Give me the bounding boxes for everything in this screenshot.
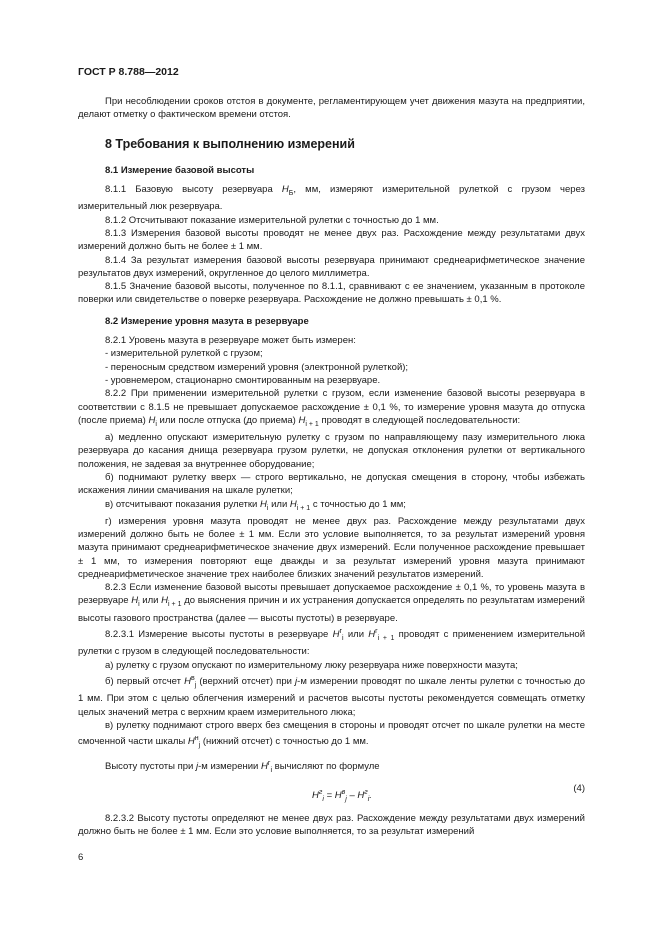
paragraph-8-1-4: 8.1.4 За результат измерения базовой высоты резервуара принимают среднеарифметическое значение результатов двух измерений, округленное до целого миллиметра. — [78, 254, 585, 279]
paragraph-8-1-2: 8.1.2 Отсчитывают показание измерительной рулетки с точностью до 1 мм. — [105, 214, 439, 226]
page-header: ГОСТ Р 8.788—2012 — [78, 66, 179, 78]
paragraph-8-1-3: 8.1.3 Измерения базовой высоты проводят не менее двух раз. Расхождение между результатами двух измерений должно быть не более ± 1 мм. — [78, 227, 585, 253]
paragraph-8-2-3-1: 8.2.3.1 Измерение высоты пустоты в резервуаре $H^г_i$ или $H^г_{i + 1}$ проводят с применением измерительной рулетки с грузом в следующей последовательности: — [78, 627, 585, 658]
step-v: в) отсчитывают показания рулетки $H_i$ или $H_{i + 1}$ с точностью до 1 мм; — [105, 498, 406, 512]
paragraph-8-2-3: 8.2.3 Если изменение базовой высоты превышает допускаемое расхождение ± 0,1 %, то уровень мазута в резервуаре $H_i$ или $H_{i + 1}$ до выяснения причин и их устранения допускается определять по результатам измерений высоты газового пространства (далее — высоты пустоты) в резервуаре. — [78, 582, 585, 624]
list-item: - измерительной рулеткой с грузом; — [105, 348, 263, 360]
section-8-1-heading: 8.1 Измерение базовой высоты — [105, 164, 255, 176]
formula-number: (4) — [573, 782, 585, 794]
section-8-heading: 8 Требования к выполнению измерений — [105, 136, 355, 151]
list-item: - переносным средством измерений уровня (электронной рулеткой); — [105, 361, 409, 373]
formula-intro: Высоту пустоты при j-м измерении $H^г_i$ вычисляют по формуле — [105, 760, 380, 775]
step-a: а) медленно опускают измерительную рулетку с грузом по направляющему пазу измерительного люка резервуара до касания днища резервуара грузом рулетки, не допуская отклонения рулетки от вертикального положения, не задевая за внутреннее оборудование; — [78, 432, 585, 470]
list-item: - уровнемером, стационарно смонтированным на резервуаре. — [105, 374, 381, 386]
step-b: б) поднимают рулетку вверх — строго вертикально, не допуская смещения в сторону, чтобы избежать искажения линии смачивания на шкале рулетки; — [78, 471, 585, 497]
formula-4 — [78, 782, 585, 804]
paragraph-8-2-1: 8.2.1 Уровень мазута в резервуаре может быть измерен: — [105, 335, 356, 347]
step-v2: в) рулетку поднимают строго вверх без смещения в стороны и проводят отсчет по шкале рулетки на месте смоченной части шкалы $H^н_j$ (нижний отсчет) с точностью до 1 мм. — [78, 719, 585, 750]
formula-expression: $H^г_i = H^в_j - H^г_i$. — [312, 788, 372, 803]
step-g: г) измерения уровня мазута проводят не менее двух раз. Расхождение между результатами двух измерений должно быть не более ± 1 мм. Если это условие выполняется, то за результат измерений уровня мазута принимают среднеарифметическое значение двух измерений. Если полученное расхождение превышает ± 1 мм, то измерения повторяют еще дважды и за результат измерений уровня мазута принимают среднеарифметическое значение трех наиболее близких значений результатов измерений. — [78, 515, 585, 580]
step-b2: б) первый отсчет $H^в_j$ (верхний отсчет) при j-м измерении проводят по шкале ленты рулетки с точностью до 1 мм. При этом с целью облегчения измерений и расчетов высоты пустоты рекомендуется совмещать отметку целых значений метра с верхним краем измерительного люка; — [78, 674, 585, 718]
paragraph-8-2-3-2: 8.2.3.2 Высоту пустоты определяют не менее двух раз. Расхождение между результатами двух измерений должно быть не более ± 1 мм. Если это условие выполняется, то за результат измерений — [78, 812, 585, 838]
section-8-2-heading: 8.2 Измерение уровня мазута в резервуаре — [105, 315, 309, 327]
page-number: 6 — [78, 852, 84, 863]
step-a2: а) рулетку с грузом опускают по измерительному люку резервуара ниже поверхности мазута; — [105, 659, 518, 671]
paragraph-8-1-5: 8.1.5 Значение базовой высоты, полученное по 8.1.1, сравнивают с ее значением, указанным в протоколе поверки или свидетельстве о поверке резервуара. Расхождение не должно превышать ± 0,1 %. — [78, 281, 585, 306]
paragraph-8-1-1: 8.1.1 Базовую высоту резервуара $H_Б$, мм, измеряют измерительной рулеткой с грузом через измерительный люк резервуара. — [78, 184, 586, 213]
page-content — [78, 95, 585, 838]
paragraph-8-2-2: 8.2.2 При применении измерительной рулетки с грузом, если изменение базовой высоты резервуара в соответствии с 8.1.5 не превышает допускаемое расхождение ± 0,1 %, то измерение уровня мазута до отпуска (после приема) $H_i$ или после отпуска (до приема) $H_{i + 1}$ проводят в следующей последовательности: — [78, 388, 585, 428]
intro-paragraph: При несоблюдении сроков отстоя в документе, регламентирующем учет движения мазута на предприятии, делают отметку о фактическом времени отстоя. — [78, 96, 585, 121]
